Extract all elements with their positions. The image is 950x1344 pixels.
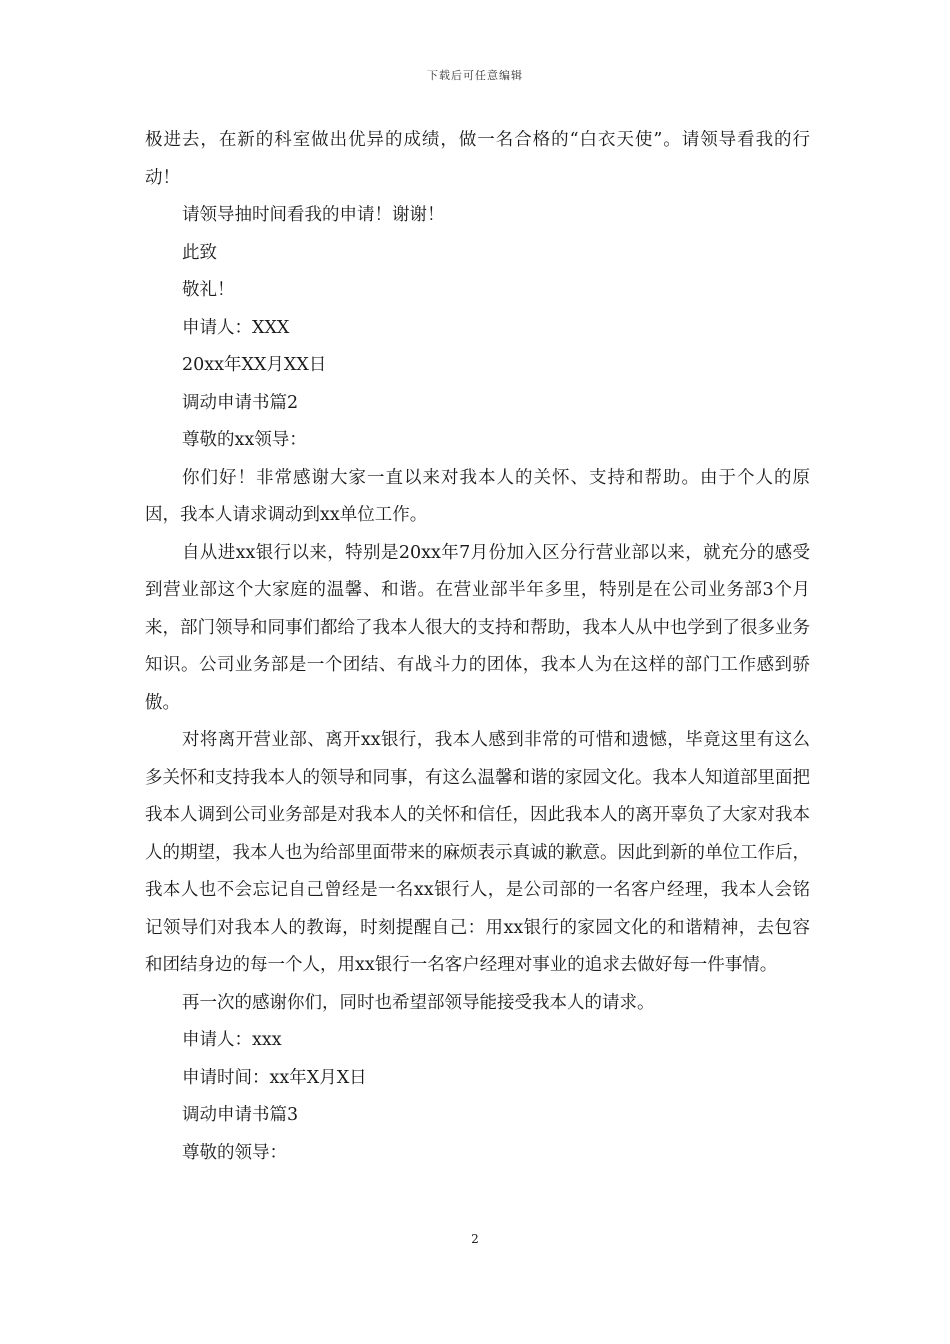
document-body	[145, 122, 810, 1172]
paragraph: 再一次的感谢你们，同时也希望部领导能接受我本人的请求。	[182, 992, 655, 1013]
page-header: 下载后可任意编辑	[427, 69, 523, 82]
section-heading: 调动申请书篇3	[182, 1105, 299, 1125]
paragraph: 请领导抽时间看我的申请！谢谢！	[182, 205, 445, 225]
paragraph: 敬礼！	[182, 280, 235, 300]
page-number: 2	[471, 1232, 479, 1246]
salutation: 尊敬的领导：	[182, 1142, 287, 1163]
paragraph: 极进去，在新的科室做出优异的成绩，做一名合格的“白衣天使”。请领导看我的行动！	[145, 130, 810, 188]
paragraph: 申请人：xxx	[182, 1030, 282, 1050]
paragraph: 申请人：XXX	[182, 317, 290, 338]
section-heading: 调动申请书篇2	[182, 392, 299, 413]
paragraph: 20xx年XX月XX日	[182, 355, 327, 375]
paragraph: 自从进xx银行以来，特别是20xx年7月份加入区分行营业部以来，就充分的感受到营业部这个大家庭的温馨、和谐。在营业部半年多里，特别是在公司业务部3个月来，部门领导和同事们都给了我本人很大的支持和帮助，我本人从中也学到了很多业务知识。公司业务部是一个团结、有战斗力的团体，我本人为在这样的部门工作感到骄傲。	[145, 542, 810, 713]
paragraph: 你们好！非常感谢大家一直以来对我本人的关怀、支持和帮助。由于个人的原因，我本人请求调动到xx单位工作。	[145, 467, 810, 525]
paragraph: 对将离开营业部、离开xx银行，我本人感到非常的可惜和遗憾，毕竟这里有这么多关怀和支持我本人的领导和同事，有这么温馨和谐的家园文化。我本人知道部里面把我本人调到公司业务部是对我本人的关怀和信任，因此我本人的离开辜负了大家对我本人的期望，我本人也为给部里面带来的麻烦表示真诚的歉意。因此到新的单位工作后，我本人也不会忘记自己曾经是一名xx银行人，是公司部的一名客户经理，我本人会铭记领导们对我本人的教诲，时刻提醒自己：用xx银行的家园文化的和谐精神，去包容和团结身边的每一个人，用xx银行一名客户经理对事业的追求去做好每一件事情。	[145, 730, 810, 975]
paragraph: 此致	[182, 242, 217, 263]
salutation: 尊敬的xx领导：	[182, 430, 307, 450]
paragraph: 申请时间：xx年X月X日	[182, 1067, 367, 1088]
